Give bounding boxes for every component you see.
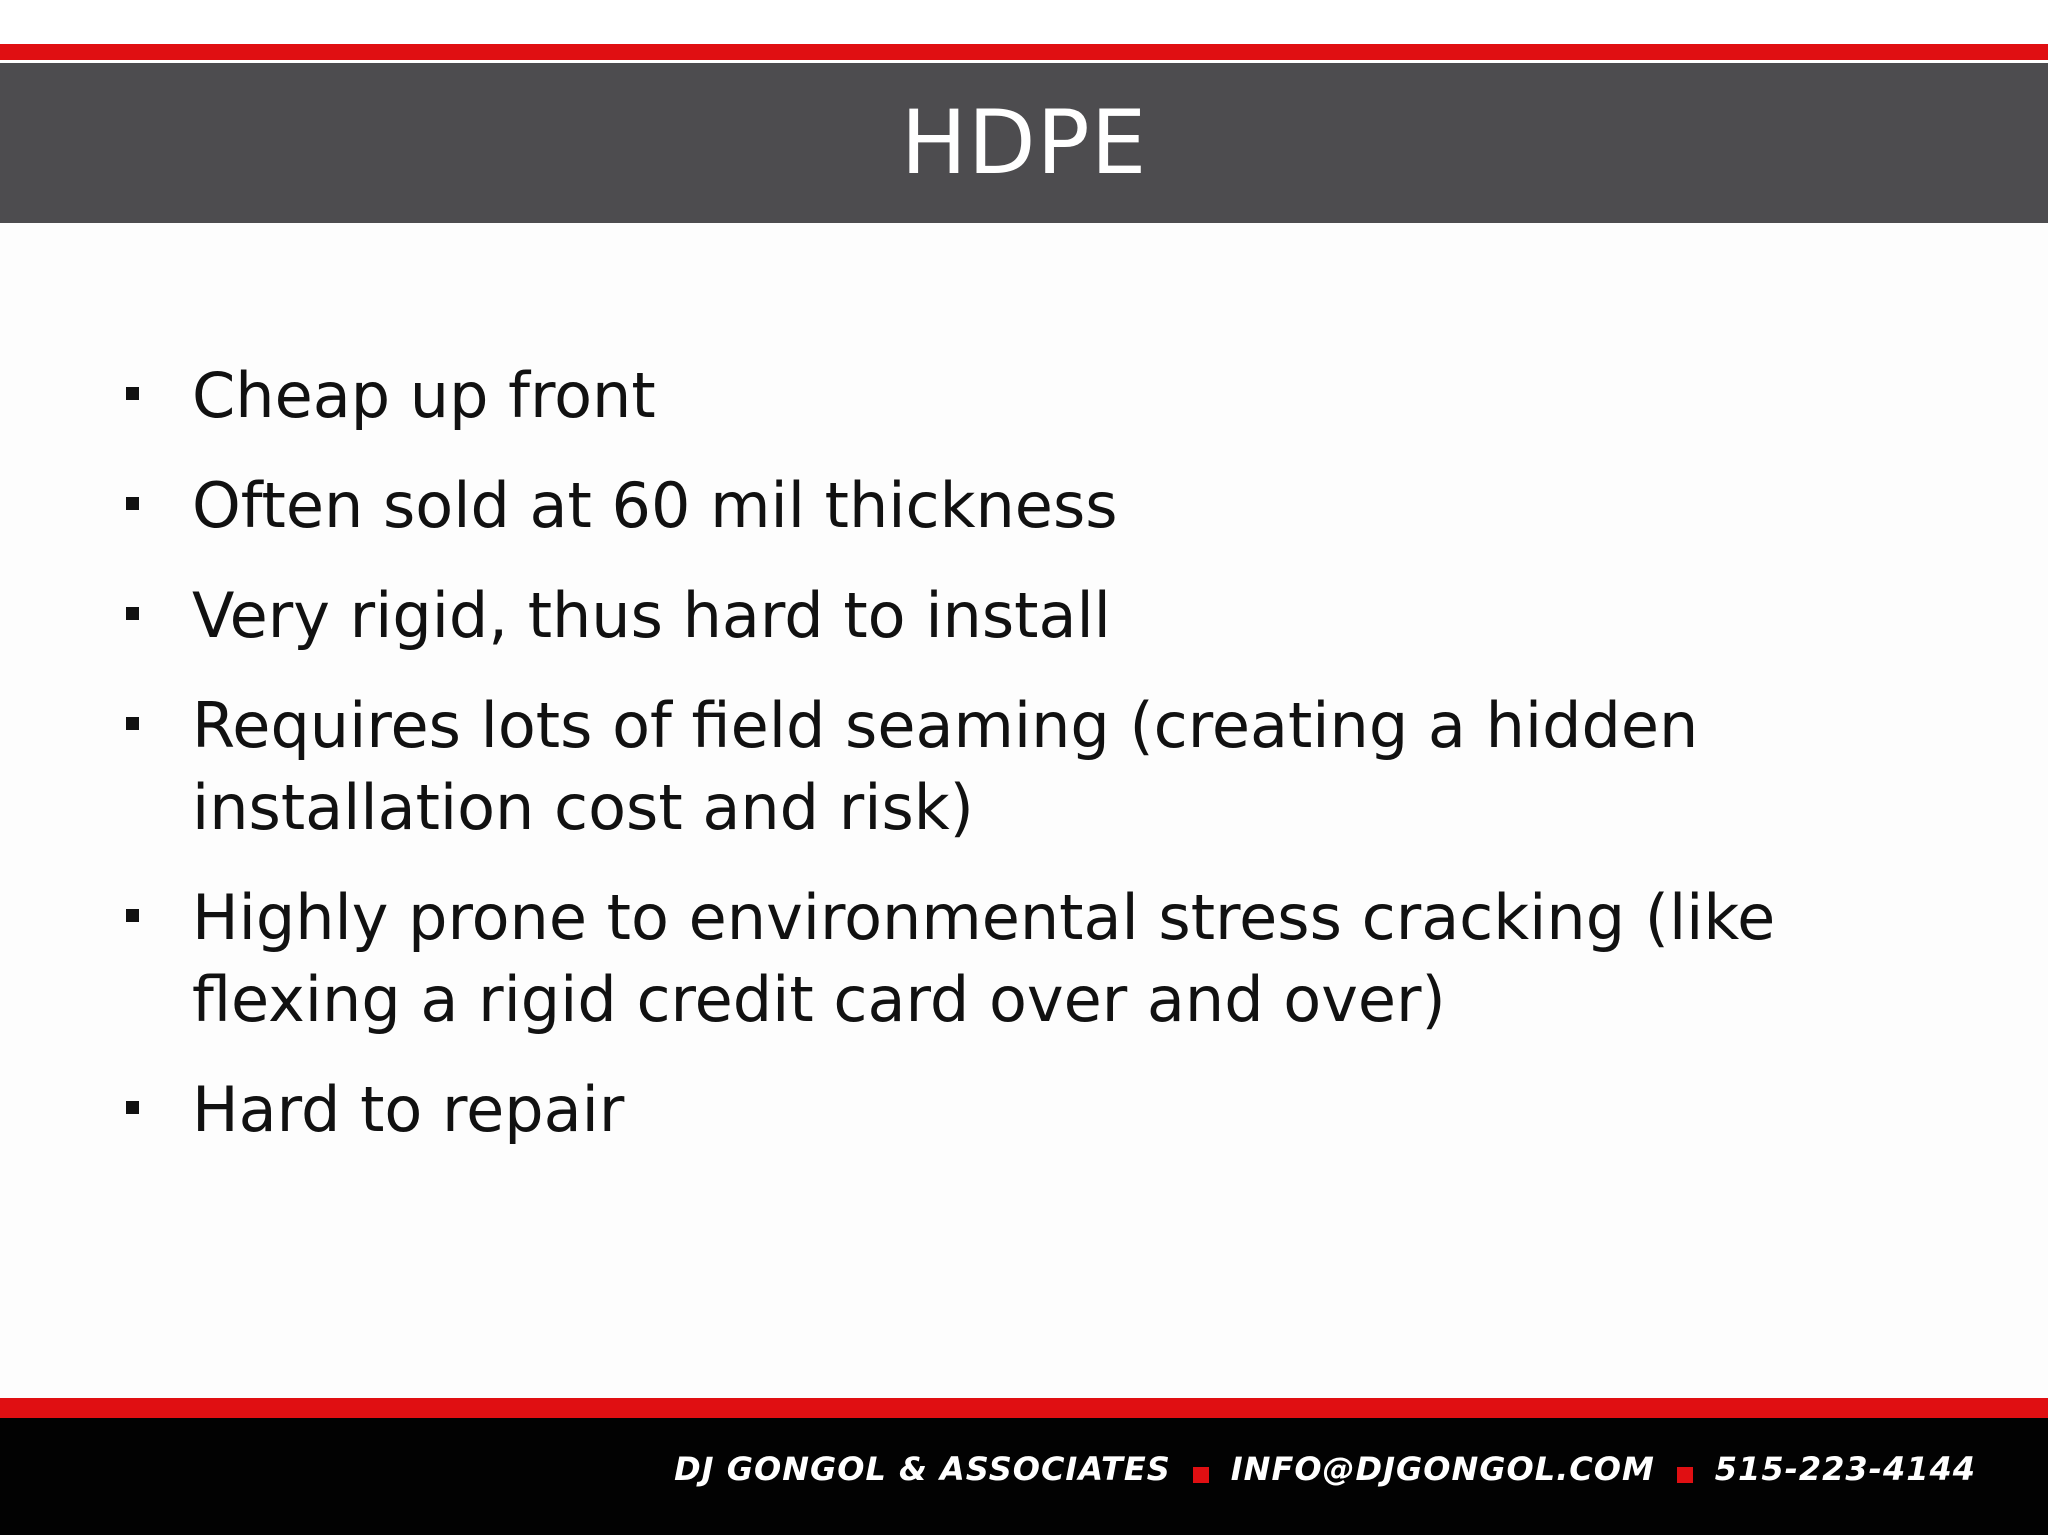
bullet-text: Cheap up front [192,359,656,432]
square-bullet-icon [126,1101,139,1114]
footer-email: INFO@DJGONGOL.COM [1230,1450,1655,1488]
bullet-item [120,355,1900,437]
title-band [0,63,2048,223]
footer-contact [674,1450,1976,1488]
footer-separator-icon [1193,1467,1209,1483]
top-accent-bar [0,44,2048,60]
bullet-item [120,685,1900,849]
bullet-text: Often sold at 60 mil thickness [192,469,1118,542]
bullet-text: Highly prone to environmental stress cracking (like flexing a rigid credit card over and over) [192,881,1776,1036]
bullet-text: Hard to repair [192,1073,625,1146]
bullet-item [120,877,1900,1041]
bullet-item [120,1069,1900,1151]
square-bullet-icon [126,607,139,620]
slide-content [120,355,1900,1179]
bullet-text: Requires lots of field seaming (creating a hidden installation cost and risk) [192,689,1699,844]
square-bullet-icon [126,717,139,730]
square-bullet-icon [126,387,139,400]
footer-accent-bar [0,1398,2048,1418]
footer-separator-icon [1677,1467,1693,1483]
footer-company: DJ GONGOL & ASSOCIATES [674,1450,1171,1488]
square-bullet-icon [126,497,139,510]
slide-title: HDPE [900,91,1148,194]
bullet-list [120,355,1900,1151]
bullet-item [120,575,1900,657]
bullet-text: Very rigid, thus hard to install [192,579,1111,652]
bullet-item [120,465,1900,547]
square-bullet-icon [126,909,139,922]
footer-phone: 515-223-4144 [1714,1450,1976,1488]
top-margin [0,0,2048,44]
